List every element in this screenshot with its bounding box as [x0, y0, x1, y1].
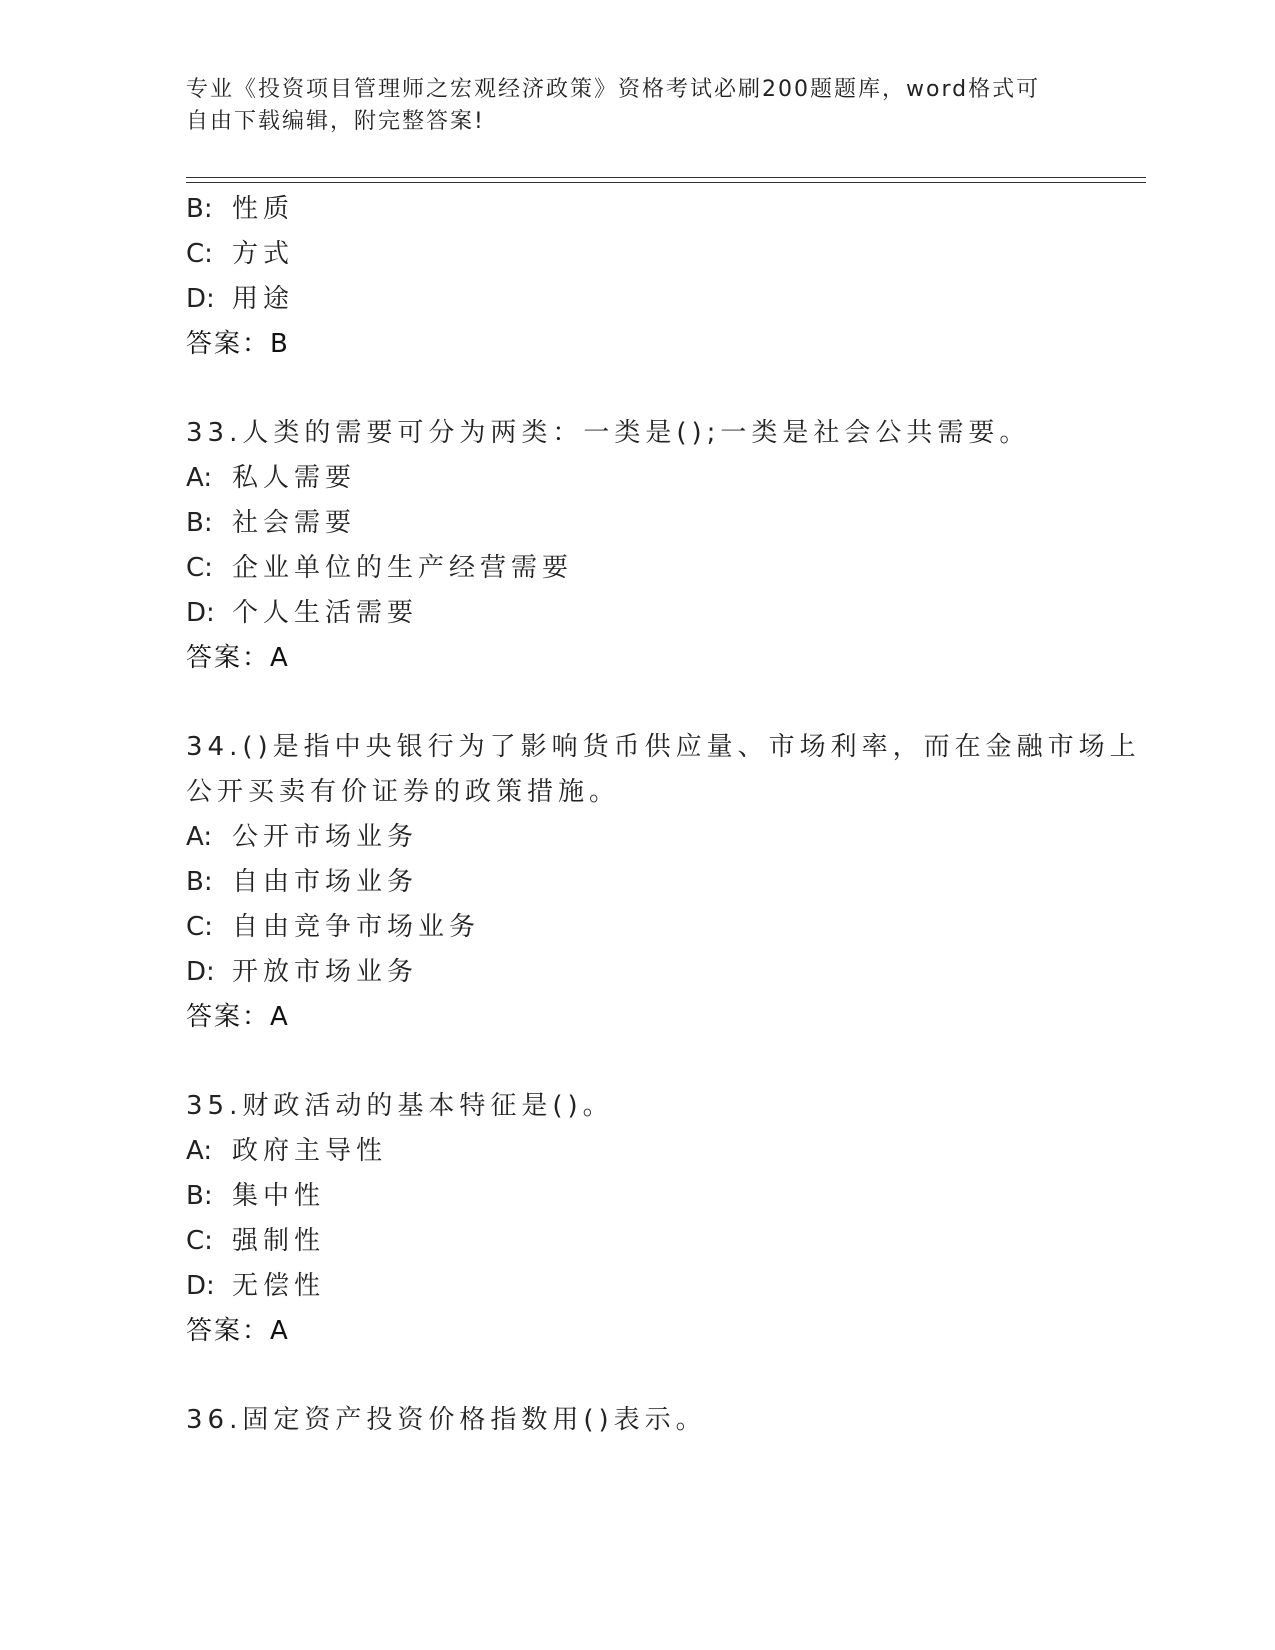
q34-option-a: A: 公开市场业务	[186, 822, 419, 852]
q32-option-d: D: 用途	[186, 284, 295, 314]
q34-answer: 答案：A	[186, 1002, 290, 1032]
header-divider-bottom	[186, 182, 1146, 183]
q34-question-line-1: 34.()是指中央银行为了影响货币供应量、市场利率，而在金融市场上	[186, 732, 1141, 762]
q32-answer: 答案：B	[186, 329, 290, 359]
header-line-1: 专业《投资项目管理师之宏观经济政策》资格考试必刷200题题库，word格式可	[186, 77, 1041, 102]
q36-question: 36.固定资产投资价格指数用()表示。	[186, 1405, 707, 1435]
q32-option-b: B: 性质	[186, 194, 295, 224]
q35-option-a: A: 政府主导性	[186, 1136, 388, 1166]
header-divider-top	[186, 177, 1146, 178]
q34-option-d: D: 开放市场业务	[186, 957, 419, 987]
q33-answer: 答案：A	[186, 643, 290, 673]
q35-question: 35.财政活动的基本特征是()。	[186, 1091, 614, 1121]
q33-option-c: C: 企业单位的生产经营需要	[186, 553, 574, 583]
document-header	[186, 74, 1086, 138]
q34-question-line-2: 公开买卖有价证券的政策措施。	[186, 777, 621, 807]
q35-option-c: C: 强制性	[186, 1226, 326, 1256]
q35-option-d: D: 无偿性	[186, 1271, 326, 1301]
q33-option-d: D: 个人生活需要	[186, 598, 419, 628]
q33-option-a: A: 私人需要	[186, 463, 357, 493]
q32-option-c: C: 方式	[186, 239, 295, 269]
q33-option-b: B: 社会需要	[186, 508, 357, 538]
q35-option-b: B: 集中性	[186, 1181, 326, 1211]
q33-question: 33.人类的需要可分为两类：一类是();一类是社会公共需要。	[186, 418, 1031, 448]
q34-option-b: B: 自由市场业务	[186, 867, 419, 897]
header-line-2: 自由下载编辑，附完整答案!	[186, 109, 485, 134]
q35-answer: 答案：A	[186, 1316, 290, 1346]
q34-option-c: C: 自由竞争市场业务	[186, 912, 481, 942]
